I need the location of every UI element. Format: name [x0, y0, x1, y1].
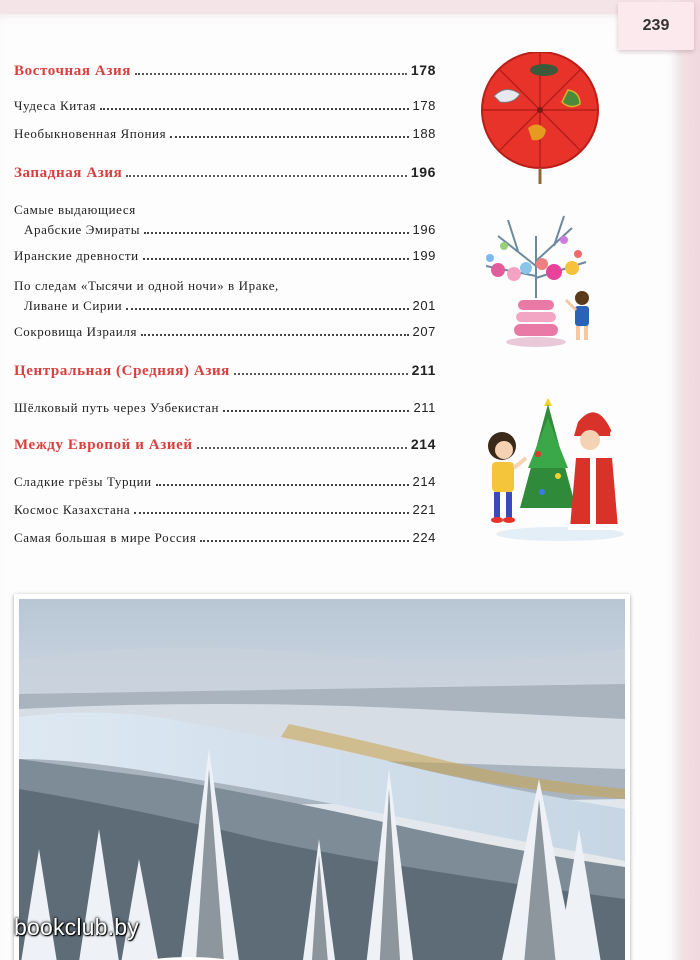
girl-figure — [488, 432, 526, 523]
toc-item[interactable] — [14, 202, 436, 238]
toc-title-line1: По следам «Тысячи и одной ночи» в Ираке, — [14, 278, 279, 293]
toc-item[interactable] — [14, 324, 436, 340]
toc-page: 214 — [410, 436, 436, 452]
dot-leader — [126, 308, 408, 310]
toc-section[interactable] — [14, 62, 436, 80]
toc-title-line1: Самые выдающиеся — [14, 202, 136, 217]
toc-page: 221 — [412, 502, 436, 517]
toc-item[interactable] — [14, 530, 436, 546]
toc-page: 214 — [412, 474, 436, 489]
santa-claus — [568, 412, 620, 530]
child-figure — [566, 291, 589, 340]
toc-title: Сладкие грёзы Турции — [14, 474, 152, 489]
toc-page: 199 — [412, 248, 436, 263]
dot-leader — [197, 447, 407, 449]
turtle-icon — [530, 64, 558, 76]
toc-page: 188 — [412, 126, 436, 141]
toc-page: 224 — [412, 530, 436, 545]
toc-title: Между Европой и Азией — [14, 437, 193, 453]
snowy-taiga-river-photo — [14, 594, 630, 960]
toc-title: Арабские Эмираты — [24, 222, 141, 237]
toc-page: 196 — [410, 164, 436, 180]
dot-leader — [200, 540, 408, 542]
toc-title: Сокровища Израиля — [14, 324, 138, 339]
red-parasol-illustration — [476, 52, 604, 184]
landscape-image — [19, 599, 625, 960]
toc-title: Чудеса Китая — [14, 98, 97, 113]
toc-title: Восточная Азия — [14, 63, 131, 79]
page-number: 239 — [618, 2, 694, 50]
toc-section[interactable] — [14, 164, 436, 182]
watermark: bookclub.by — [14, 914, 139, 940]
dot-leader — [234, 373, 408, 375]
toc-title: Ливане и Сирии — [24, 298, 123, 313]
dot-leader — [144, 232, 408, 234]
dot-leader — [141, 334, 408, 336]
dot-leader — [156, 484, 409, 486]
toc-item[interactable] — [14, 502, 436, 518]
toc-page: 196 — [412, 222, 436, 237]
santa-christmas-tree-illustration — [480, 388, 628, 542]
toc-page: 207 — [412, 324, 436, 339]
toc-page: 201 — [412, 298, 436, 313]
toc-title: Шёлковый путь через Узбекистан — [14, 400, 220, 415]
toc-item[interactable] — [14, 474, 436, 490]
toc-title: Самая большая в мире Россия — [14, 530, 197, 545]
toc-item[interactable] — [14, 248, 436, 264]
toc-title: Необыкновенная Япония — [14, 126, 167, 141]
dot-leader — [143, 258, 409, 260]
toc-item[interactable] — [14, 126, 436, 142]
dot-leader — [126, 175, 406, 177]
dot-leader — [134, 512, 408, 514]
toc-title: Космос Казахстана — [14, 502, 131, 517]
toc-title: Иранские древности — [14, 248, 139, 263]
dot-leader — [223, 410, 409, 412]
toc-item[interactable] — [14, 278, 436, 314]
toc-page: 211 — [411, 362, 436, 378]
toc-item[interactable] — [14, 98, 436, 114]
toc-section[interactable] — [14, 436, 436, 454]
toc-page: 178 — [412, 98, 436, 113]
toc-title: Западная Азия — [14, 165, 123, 181]
toc-item[interactable] — [14, 400, 436, 416]
candy-tree-illustration — [468, 206, 604, 352]
toc-section[interactable] — [14, 362, 436, 380]
dot-leader — [170, 136, 408, 138]
toc-page: 211 — [413, 400, 436, 415]
toc-title: Центральная (Средняя) Азия — [14, 363, 230, 379]
dot-leader — [100, 108, 408, 110]
dot-leader — [135, 73, 407, 75]
toc-page: 178 — [410, 62, 436, 78]
